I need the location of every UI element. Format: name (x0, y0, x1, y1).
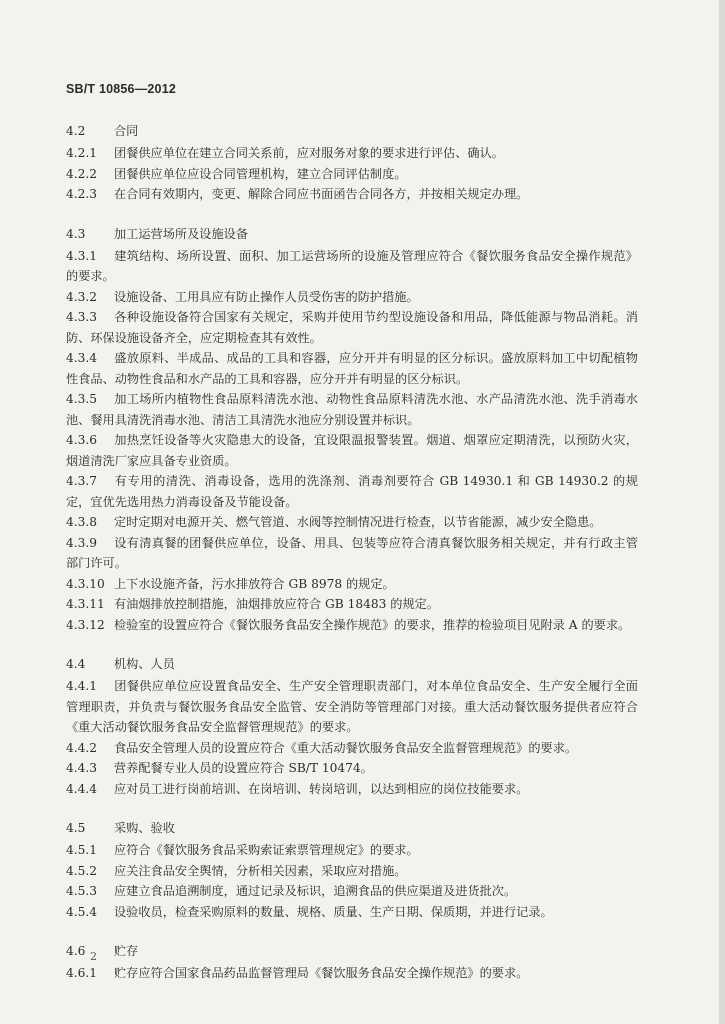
section-title: 机构、人员 (114, 657, 175, 671)
clause-text: 检验室的设置应符合《餐饮服务食品安全操作规范》的要求，推荐的检验项目见附录 A 的要求。 (114, 617, 631, 632)
clause (66, 963, 638, 984)
clause-number: 4.4.2 (66, 740, 98, 755)
clause-number: 4.2.2 (66, 166, 98, 181)
clause (66, 164, 638, 185)
clause-text: 营养配餐专业人员的设置应符合 SB/T 10474。 (114, 761, 373, 775)
clause-text: 设有清真餐的团餐供应单位，设备、用具、包装等应符合清真餐饮服务相关规定，并有行政主管部门许可。 (66, 535, 638, 570)
clause-number: 4.4.3 (66, 761, 98, 775)
clause-number: 4.3.10 (66, 576, 105, 591)
clause (66, 840, 638, 861)
clause-number: 4.3.3 (66, 310, 98, 324)
section-number: 4.2 (66, 124, 86, 138)
clause (66, 246, 638, 287)
clause (66, 512, 638, 533)
clause-number: 4.3.2 (66, 289, 98, 304)
section-heading (66, 120, 638, 143)
clause-text: 有专用的清洗、消毒设备，选用的洗涤剂、消毒剂要符合 GB 14930.1 和 GB 14930.2 的规定，宜优先选用热力消毒设备及节能设备。 (66, 474, 638, 509)
clause-number: 4.3.9 (66, 535, 98, 550)
clause-number: 4.4.1 (66, 679, 98, 693)
clause-text: 盛放原料、半成品、成品的工具和容器，应分开并有明显的区分标识。盛放原料加工中切配植物性食品、动物性食品和水产品的工具和容器，应分开并有明显的区分标识。 (66, 351, 638, 386)
clause-text: 有油烟排放控制措施，油烟排放应符合 GB 18483 的规定。 (114, 597, 440, 611)
clause (66, 287, 638, 308)
clause-text: 设施设备、工用具应有防止操作人员受伤害的防护措施。 (114, 289, 419, 304)
clause-number: 4.5.4 (66, 904, 98, 919)
section-title: 贮存 (114, 944, 139, 958)
clause (66, 389, 638, 430)
section-number: 4.5 (66, 821, 86, 835)
clause (66, 574, 638, 595)
clause-number: 4.2.1 (66, 146, 98, 160)
clause-text: 食品安全管理人员的设置应符合《重大活动餐饮服务食品安全监督管理规范》的要求。 (114, 740, 578, 755)
clause (66, 779, 638, 800)
standard-number: SB/T 10856—2012 (66, 82, 177, 96)
clause (66, 881, 638, 902)
clause-number: 4.3.6 (66, 433, 98, 447)
clause-number: 4.5.3 (66, 884, 98, 898)
clause-number: 4.6.1 (66, 966, 98, 980)
clause (66, 348, 638, 389)
clause (66, 861, 638, 882)
section-number: 4.6 (66, 944, 86, 958)
clause-text: 各种设施设备符合国家有关规定，采购并使用节约型设施设备和用品，降低能源与物品消耗。消防、环保设施设备齐全，应定期检查其有效性。 (66, 310, 638, 345)
clause-text: 应对员工进行岗前培训、在岗培训、转岗培训，以达到相应的岗位技能要求。 (114, 781, 529, 796)
section-title: 合同 (114, 124, 139, 138)
clause (66, 676, 638, 738)
clause-number: 4.3.8 (66, 515, 98, 529)
clause-text: 团餐供应单位应设合同管理机构，建立合同评估制度。 (114, 166, 407, 181)
clause (66, 594, 638, 615)
clause (66, 430, 638, 471)
clause-number: 4.5.2 (66, 863, 98, 878)
clause-text: 设验收员，检查采购原料的数量、规格、质量、生产日期、保质期，并进行记录。 (114, 904, 553, 919)
clause-text: 团餐供应单位在建立合同关系前，应对服务对象的要求进行评估、确认。 (114, 146, 504, 160)
section-heading (66, 223, 638, 246)
clause (66, 738, 638, 759)
clause-text: 团餐供应单位应设置食品安全、生产安全管理职责部门，对本单位食品安全、生产安全履行全面管理职责，并负责与餐饮服务食品安全监管、安全消防等管理部门对接。重大活动餐饮服务提供者应符合《重大活动餐饮服务食品安全监督管理规范》的要求。 (66, 679, 638, 734)
clause-number: 4.3.1 (66, 248, 98, 263)
clause-text: 应建立食品追溯制度，通过记录及标识，追溯食品的供应渠道及进货批次。 (114, 884, 517, 898)
clause-number: 4.3.5 (66, 392, 98, 406)
clause (66, 533, 638, 574)
clause-number: 4.5.1 (66, 843, 98, 857)
clause-number: 4.4.4 (66, 781, 98, 796)
clause-number: 4.3.11 (66, 597, 105, 611)
section-heading (66, 940, 638, 963)
page-number: 2 (90, 950, 97, 963)
section-heading (66, 653, 638, 676)
clause-number: 4.2.3 (66, 187, 98, 201)
section-number: 4.4 (66, 657, 86, 671)
clause (66, 758, 638, 779)
clause-number: 4.3.4 (66, 351, 98, 365)
section-heading (66, 817, 638, 840)
clause-text: 定时定期对电源开关、燃气管道、水阀等控制情况进行检查，以节省能源，减少安全隐患。 (114, 515, 602, 529)
clause-text: 贮存应符合国家食品药品监督管理局《餐饮服务食品安全操作规范》的要求。 (114, 966, 529, 980)
clause (66, 307, 638, 348)
clause-text: 建筑结构、场所设置、面积、加工运营场所的设施及管理应符合《餐饮服务食品安全操作规范》的要求。 (66, 248, 638, 283)
section-title: 采购、验收 (114, 821, 175, 835)
clause-text: 加工场所内植物性食品原料清洗水池、动物性食品原料清洗水池、水产品清洗水池、洗手消毒水池、餐用具清洗消毒水池、清洁工具清洗水池应分别设置并标识。 (66, 392, 638, 427)
clause (66, 902, 638, 923)
clause-text: 加热烹饪设备等火灾隐患大的设备，宜设限温报警装置。烟道、烟罩应定期清洗，以预防火灾，烟道清洗厂家应具备专业资质。 (66, 433, 638, 468)
clause-number: 4.3.12 (66, 617, 105, 632)
section-title: 加工运营场所及设施设备 (114, 226, 249, 241)
clause (66, 471, 638, 512)
section-number: 4.3 (66, 226, 86, 241)
clause-text: 上下水设施齐备，污水排放符合 GB 8978 的规定。 (114, 576, 395, 591)
clause-text: 在合同有效期内，变更、解除合同应书面函告合同各方，并按相关规定办理。 (114, 187, 529, 201)
clause (66, 184, 638, 205)
page-edge (719, 0, 725, 1024)
document-body (66, 120, 638, 984)
clause-text: 应关注食品安全舆情，分析相关因素，采取应对措施。 (114, 863, 407, 878)
clause (66, 615, 638, 636)
clause-text: 应符合《餐饮服务食品采购索证索票管理规定》的要求。 (114, 843, 419, 857)
clause-number: 4.3.7 (66, 474, 98, 488)
clause (66, 143, 638, 164)
